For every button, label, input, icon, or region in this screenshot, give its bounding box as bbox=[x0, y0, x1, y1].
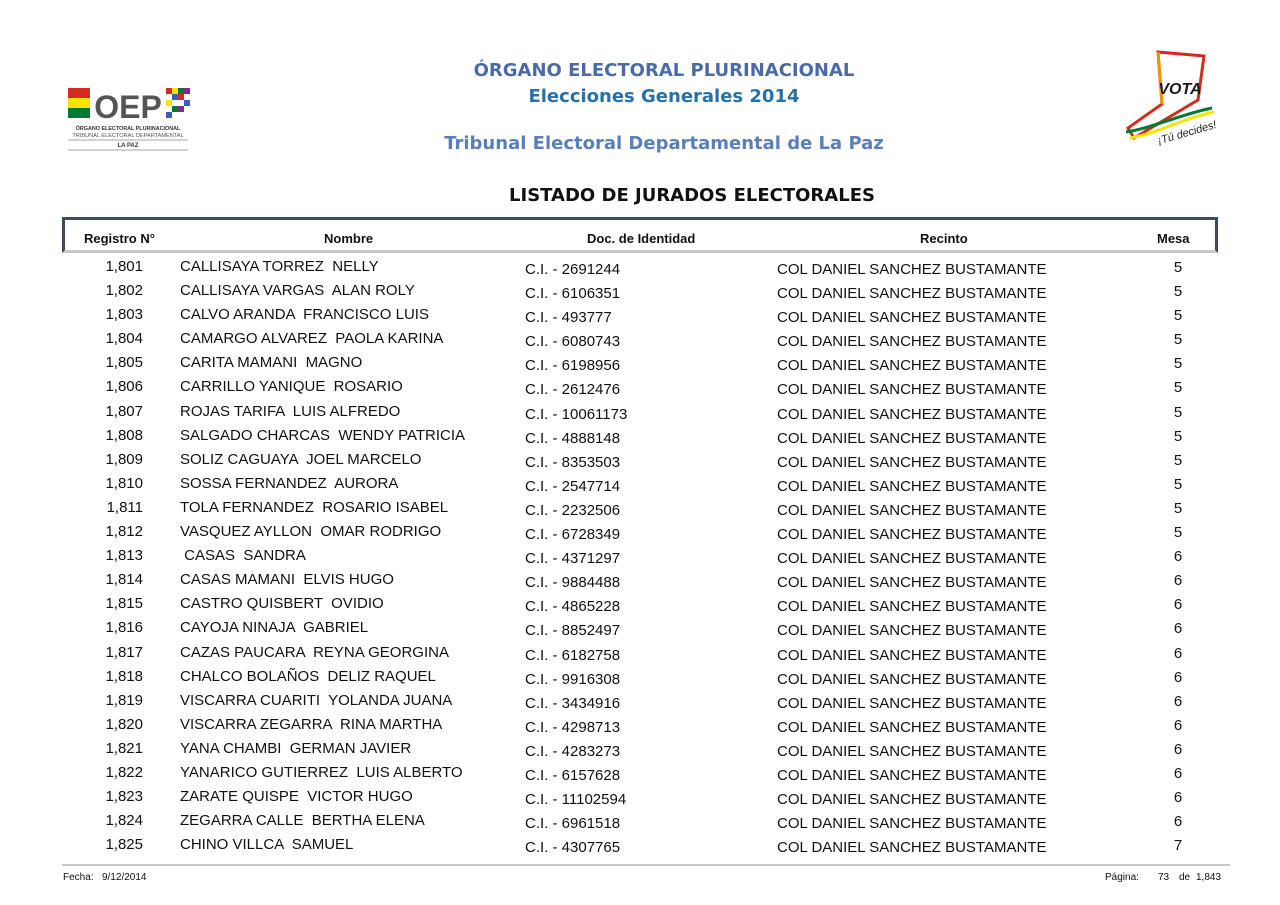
org-title: ÓRGANO ELECTORAL PLURINACIONAL bbox=[473, 60, 855, 81]
recinto-cell: COL DANIEL SANCHEZ BUSTAMANTE bbox=[777, 453, 1047, 471]
mesa-cell: 5 bbox=[1173, 499, 1183, 517]
registro-cell: 1,824 bbox=[105, 812, 143, 830]
nombre-cell: YANARICO GUTIERREZ LUIS ALBERTO bbox=[180, 763, 463, 781]
mesa-cell: 6 bbox=[1173, 620, 1183, 638]
doc-cell: C.I. - 10061173 bbox=[525, 405, 628, 423]
table-row bbox=[0, 666, 1280, 690]
mesa-cell: 6 bbox=[1173, 572, 1183, 590]
registro-cell: 1,820 bbox=[105, 715, 143, 733]
registro-cell: 1,823 bbox=[105, 788, 143, 806]
table-row bbox=[0, 376, 1280, 400]
oep-line1: ÓRGANO ELECTORAL PLURINACIONAL bbox=[75, 126, 181, 132]
recinto-cell: COL DANIEL SANCHEZ BUSTAMANTE bbox=[777, 694, 1047, 712]
mesa-cell: 6 bbox=[1173, 692, 1183, 710]
footer-of-label: de bbox=[1179, 872, 1191, 883]
nombre-cell: SALGADO CHARCAS WENDY PATRICIA bbox=[180, 426, 466, 444]
mesa-cell: 6 bbox=[1173, 644, 1183, 662]
registro-cell: 1,801 bbox=[105, 258, 143, 275]
table-row bbox=[0, 425, 1280, 449]
nombre-cell: CAZAS PAUCARA REYNA GEORGINA bbox=[180, 643, 449, 661]
recinto-cell: COL DANIEL SANCHEZ BUSTAMANTE bbox=[777, 718, 1047, 736]
mesa-cell: 5 bbox=[1173, 475, 1183, 493]
mesa-cell: 6 bbox=[1173, 740, 1183, 758]
nombre-cell: CHALCO BOLAÑOS DELIZ RAQUEL bbox=[180, 667, 436, 685]
mesa-cell: 5 bbox=[1173, 355, 1183, 373]
doc-cell: C.I. - 11102594 bbox=[525, 791, 627, 809]
table-row bbox=[0, 617, 1280, 641]
doc-cell: C.I. - 4865228 bbox=[525, 598, 621, 616]
registro-cell: 1,813 bbox=[105, 547, 143, 565]
recinto-cell: COL DANIEL SANCHEZ BUSTAMANTE bbox=[777, 670, 1047, 688]
recinto-cell: COL DANIEL SANCHEZ BUSTAMANTE bbox=[777, 550, 1047, 568]
nombre-cell: CAMARGO ALVAREZ PAOLA KARINA bbox=[180, 330, 444, 348]
table-row bbox=[0, 256, 1280, 280]
table-row bbox=[0, 690, 1280, 714]
vota-logo bbox=[1122, 48, 1218, 148]
doc-cell: C.I. - 4371297 bbox=[525, 550, 621, 568]
doc-cell: C.I. - 3434916 bbox=[525, 694, 621, 712]
mesa-cell: 6 bbox=[1173, 668, 1183, 686]
recinto-cell: COL DANIEL SANCHEZ BUSTAMANTE bbox=[777, 791, 1047, 809]
recinto-cell: COL DANIEL SANCHEZ BUSTAMANTE bbox=[777, 261, 1047, 278]
col-registro: Registro N° bbox=[84, 231, 155, 246]
recinto-cell: COL DANIEL SANCHEZ BUSTAMANTE bbox=[777, 646, 1047, 664]
registro-cell: 1,805 bbox=[105, 354, 143, 372]
recinto-cell: COL DANIEL SANCHEZ BUSTAMANTE bbox=[777, 405, 1047, 423]
table-row bbox=[0, 352, 1280, 376]
table-row bbox=[0, 786, 1280, 810]
table-row bbox=[0, 738, 1280, 762]
mesa-cell: 6 bbox=[1173, 548, 1183, 566]
registro-cell: 1,810 bbox=[105, 474, 143, 492]
doc-cell: C.I. - 6961518 bbox=[525, 815, 621, 833]
nombre-cell: YANA CHAMBI GERMAN JAVIER bbox=[180, 739, 412, 757]
nombre-cell: CAYOJA NINAJA GABRIEL bbox=[180, 619, 369, 637]
nombre-cell: CALVO ARANDA FRANCISCO LUIS bbox=[180, 306, 429, 324]
mesa-cell: 5 bbox=[1173, 451, 1183, 469]
oep-acronym: OEP bbox=[94, 89, 162, 125]
mesa-cell: 6 bbox=[1173, 596, 1183, 614]
nombre-cell: CHINO VILLCA SAMUEL bbox=[180, 836, 354, 854]
mesa-cell: 5 bbox=[1173, 307, 1183, 325]
mesa-cell: 6 bbox=[1173, 764, 1183, 782]
table-row bbox=[0, 569, 1280, 593]
footer-divider bbox=[62, 864, 1230, 866]
recinto-cell: COL DANIEL SANCHEZ BUSTAMANTE bbox=[777, 742, 1047, 760]
registro-cell: 1,809 bbox=[105, 450, 143, 468]
table-row bbox=[0, 714, 1280, 738]
table-body bbox=[0, 256, 1280, 858]
registro-cell: 1,811 bbox=[106, 498, 143, 516]
mesa-cell: 7 bbox=[1173, 837, 1183, 855]
recinto-cell: COL DANIEL SANCHEZ BUSTAMANTE bbox=[777, 526, 1047, 544]
footer-page-number: 73 bbox=[1158, 872, 1170, 883]
doc-cell: C.I. - 4888148 bbox=[525, 429, 621, 447]
nombre-cell: CALLISAYA VARGAS ALAN ROLY bbox=[180, 282, 415, 300]
mesa-cell: 5 bbox=[1173, 331, 1183, 349]
table-row bbox=[0, 762, 1280, 786]
mesa-cell: 5 bbox=[1173, 259, 1183, 276]
table-row bbox=[0, 834, 1280, 858]
recinto-cell: COL DANIEL SANCHEZ BUSTAMANTE bbox=[777, 501, 1047, 519]
nombre-cell: VASQUEZ AYLLON OMAR RODRIGO bbox=[180, 523, 442, 541]
recinto-cell: COL DANIEL SANCHEZ BUSTAMANTE bbox=[777, 381, 1047, 399]
doc-cell: C.I. - 493777 bbox=[525, 309, 612, 327]
nombre-cell: ZEGARRA CALLE BERTHA ELENA bbox=[180, 812, 425, 830]
mesa-cell: 5 bbox=[1173, 283, 1183, 301]
doc-cell: C.I. - 9916308 bbox=[525, 670, 621, 688]
registro-cell: 1,806 bbox=[105, 378, 143, 396]
footer-date-label: Fecha: bbox=[63, 872, 94, 883]
col-recinto: Recinto bbox=[920, 231, 968, 246]
footer-page-label: Página: bbox=[1105, 872, 1139, 883]
election-title: Elecciones Generales 2014 bbox=[528, 86, 800, 107]
doc-cell: C.I. - 4298713 bbox=[525, 718, 621, 736]
doc-cell: C.I. - 8353503 bbox=[525, 453, 621, 471]
recinto-cell: COL DANIEL SANCHEZ BUSTAMANTE bbox=[777, 477, 1047, 495]
table-row bbox=[0, 593, 1280, 617]
doc-cell: C.I. - 2547714 bbox=[525, 477, 621, 495]
recinto-cell: COL DANIEL SANCHEZ BUSTAMANTE bbox=[777, 574, 1047, 592]
registro-cell: 1,825 bbox=[105, 836, 143, 854]
registro-cell: 1,818 bbox=[105, 667, 143, 685]
oep-line3: LA PAZ bbox=[117, 143, 139, 149]
mesa-cell: 5 bbox=[1173, 427, 1183, 445]
table-row bbox=[0, 328, 1280, 352]
registro-cell: 1,821 bbox=[105, 739, 143, 757]
mesa-cell: 5 bbox=[1173, 379, 1183, 397]
col-nombre: Nombre bbox=[324, 231, 374, 246]
listing-title: LISTADO DE JURADOS ELECTORALES bbox=[509, 185, 875, 206]
mesa-cell: 5 bbox=[1173, 403, 1183, 421]
recinto-cell: COL DANIEL SANCHEZ BUSTAMANTE bbox=[777, 766, 1047, 784]
table-row bbox=[0, 545, 1280, 569]
registro-cell: 1,803 bbox=[105, 306, 143, 324]
table-row bbox=[0, 304, 1280, 328]
doc-cell: C.I. - 9884488 bbox=[525, 574, 621, 592]
doc-cell: C.I. - 4283273 bbox=[525, 742, 621, 760]
doc-cell: C.I. - 6728349 bbox=[525, 526, 621, 544]
table-row bbox=[0, 401, 1280, 425]
table-row bbox=[0, 473, 1280, 497]
nombre-cell: VISCARRA CUARITI YOLANDA JUANA bbox=[180, 691, 453, 709]
recinto-cell: COL DANIEL SANCHEZ BUSTAMANTE bbox=[777, 622, 1047, 640]
registro-cell: 1,802 bbox=[105, 282, 143, 300]
registro-cell: 1,807 bbox=[105, 402, 143, 420]
table-row bbox=[0, 449, 1280, 473]
doc-cell: C.I. - 8852497 bbox=[525, 622, 621, 640]
recinto-cell: COL DANIEL SANCHEZ BUSTAMANTE bbox=[777, 815, 1047, 833]
col-mesa: Mesa bbox=[1157, 231, 1190, 246]
nombre-cell: TOLA FERNANDEZ ROSARIO ISABEL bbox=[180, 498, 449, 516]
registro-cell: 1,812 bbox=[105, 523, 143, 541]
recinto-cell: COL DANIEL SANCHEZ BUSTAMANTE bbox=[777, 598, 1047, 616]
doc-cell: C.I. - 6157628 bbox=[525, 766, 621, 784]
registro-cell: 1,815 bbox=[105, 595, 143, 613]
mesa-cell: 6 bbox=[1173, 716, 1183, 734]
col-doc: Doc. de Identidad bbox=[587, 231, 696, 246]
table-row bbox=[0, 280, 1280, 304]
recinto-cell: COL DANIEL SANCHEZ BUSTAMANTE bbox=[777, 839, 1047, 857]
oep-line2: TRIBUNAL ELECTORAL DEPARTAMENTAL bbox=[72, 133, 184, 139]
nombre-cell: CALLISAYA TORREZ NELLY bbox=[180, 258, 379, 275]
doc-cell: C.I. - 6106351 bbox=[525, 285, 621, 303]
vota-word: VOTA bbox=[1158, 81, 1202, 98]
nombre-cell: ROJAS TARIFA LUIS ALFREDO bbox=[180, 402, 401, 420]
registro-cell: 1,804 bbox=[105, 330, 143, 348]
registro-cell: 1,816 bbox=[105, 619, 143, 637]
mesa-cell: 6 bbox=[1173, 789, 1183, 807]
doc-cell: C.I. - 4307765 bbox=[525, 839, 621, 857]
footer-date: 9/12/2014 bbox=[102, 872, 147, 883]
nombre-cell: CARITA MAMANI MAGNO bbox=[180, 354, 363, 372]
mesa-cell: 5 bbox=[1173, 524, 1183, 542]
registro-cell: 1,822 bbox=[105, 763, 143, 781]
recinto-cell: COL DANIEL SANCHEZ BUSTAMANTE bbox=[777, 357, 1047, 375]
recinto-cell: COL DANIEL SANCHEZ BUSTAMANTE bbox=[777, 333, 1047, 351]
nombre-cell: CASAS MAMANI ELVIS HUGO bbox=[180, 571, 394, 589]
registro-cell: 1,808 bbox=[105, 426, 143, 444]
doc-cell: C.I. - 6080743 bbox=[525, 333, 621, 351]
nombre-cell: SOSSA FERNANDEZ AURORA bbox=[180, 474, 399, 492]
recinto-cell: COL DANIEL SANCHEZ BUSTAMANTE bbox=[777, 309, 1047, 327]
table-row bbox=[0, 497, 1280, 521]
nombre-cell: CASAS SANDRA bbox=[180, 547, 306, 565]
table-row bbox=[0, 810, 1280, 834]
doc-cell: C.I. - 2232506 bbox=[525, 501, 621, 519]
nombre-cell: CARRILLO YANIQUE ROSARIO bbox=[180, 378, 403, 396]
recinto-cell: COL DANIEL SANCHEZ BUSTAMANTE bbox=[777, 429, 1047, 447]
doc-cell: C.I. - 6198956 bbox=[525, 357, 621, 375]
registro-cell: 1,819 bbox=[105, 691, 143, 709]
doc-cell: C.I. - 6182758 bbox=[525, 646, 621, 664]
nombre-cell: VISCARRA ZEGARRA RINA MARTHA bbox=[180, 715, 443, 733]
tribunal-title: Tribunal Electoral Departamental de La Paz bbox=[444, 133, 884, 154]
registro-cell: 1,814 bbox=[105, 571, 143, 589]
nombre-cell: ZARATE QUISPE VICTOR HUGO bbox=[180, 788, 413, 806]
mesa-cell: 6 bbox=[1173, 813, 1183, 831]
table-row bbox=[0, 642, 1280, 666]
registro-cell: 1,817 bbox=[105, 643, 143, 661]
footer-page-total: 1,843 bbox=[1196, 872, 1222, 883]
table-header bbox=[62, 217, 1218, 253]
vota-slogan: ¡Tú decides! bbox=[1156, 119, 1218, 148]
doc-cell: C.I. - 2612476 bbox=[525, 381, 621, 399]
table-row bbox=[0, 521, 1280, 545]
recinto-cell: COL DANIEL SANCHEZ BUSTAMANTE bbox=[777, 285, 1047, 303]
doc-cell: C.I. - 2691244 bbox=[525, 261, 621, 278]
nombre-cell: CASTRO QUISBERT OVIDIO bbox=[180, 595, 384, 613]
nombre-cell: SOLIZ CAGUAYA JOEL MARCELO bbox=[180, 450, 422, 468]
